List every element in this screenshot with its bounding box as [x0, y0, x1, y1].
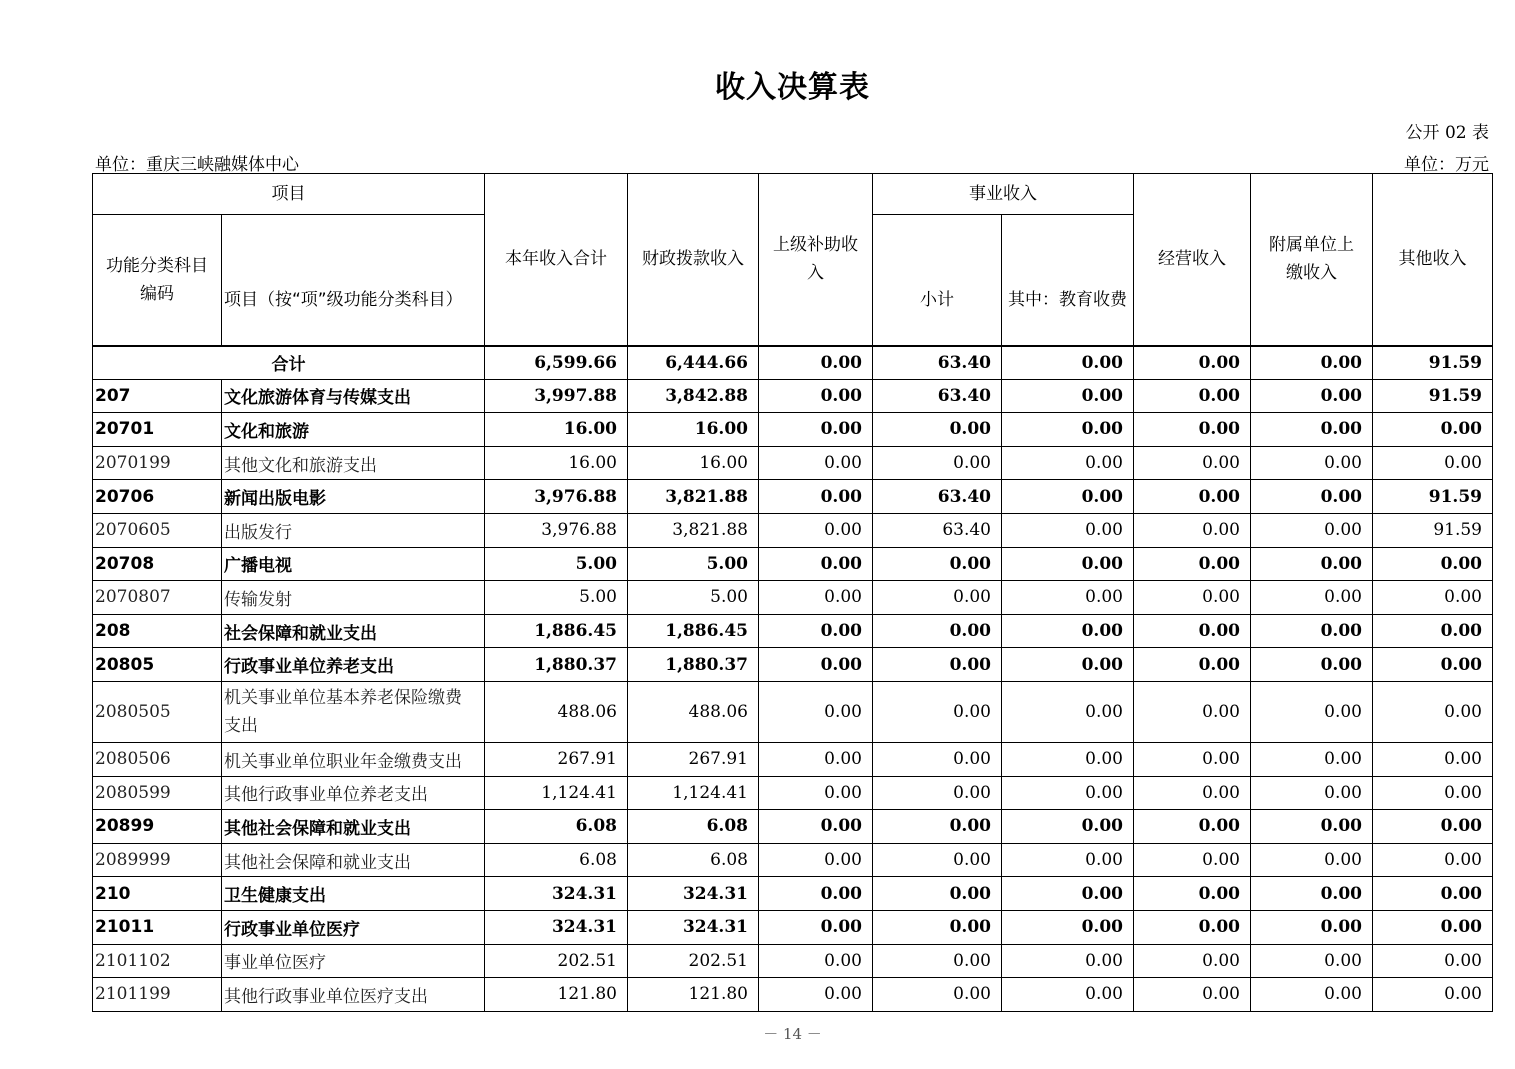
total-value: 91.59	[1373, 346, 1493, 380]
row-value: 0.00	[873, 547, 1002, 581]
row-value: 0.00	[1002, 581, 1134, 615]
row-code: 20706	[93, 480, 222, 514]
row-value: 0.00	[1251, 446, 1373, 480]
row-name: 其他文化和旅游支出	[222, 446, 485, 480]
header-operating: 经营收入	[1134, 174, 1251, 346]
row-value: 0.00	[1373, 810, 1493, 844]
row-value: 0.00	[873, 446, 1002, 480]
row-value: 0.00	[873, 843, 1002, 877]
row-name: 其他社会保障和就业支出	[222, 843, 485, 877]
row-value: 0.00	[1373, 944, 1493, 978]
row-value: 0.00	[873, 614, 1002, 648]
row-value: 6.08	[485, 843, 628, 877]
row-value: 0.00	[1373, 446, 1493, 480]
row-value: 0.00	[1251, 742, 1373, 776]
header-other: 其他收入	[1373, 174, 1493, 346]
row-value: 0.00	[1134, 978, 1251, 1012]
row-value: 0.00	[1251, 910, 1373, 944]
row-value: 1,124.41	[485, 776, 628, 810]
table-row	[93, 978, 1493, 1012]
header-superior-subsidy: 上级补助收入	[759, 174, 873, 346]
row-value: 1,886.45	[485, 614, 628, 648]
table-row	[93, 446, 1493, 480]
table-row	[93, 681, 1493, 742]
row-value: 0.00	[1134, 810, 1251, 844]
total-value: 6,444.66	[628, 346, 759, 380]
table-row	[93, 877, 1493, 911]
row-value: 0.00	[873, 877, 1002, 911]
row-code: 2101199	[93, 978, 222, 1012]
row-code: 2080505	[93, 681, 222, 742]
row-value: 0.00	[1251, 379, 1373, 413]
row-value: 0.00	[1373, 581, 1493, 615]
table-row	[93, 843, 1493, 877]
row-value: 0.00	[759, 513, 873, 547]
row-code: 21011	[93, 910, 222, 944]
row-value: 0.00	[1251, 944, 1373, 978]
row-value: 0.00	[1373, 776, 1493, 810]
total-value: 0.00	[1134, 346, 1251, 380]
row-value: 0.00	[1373, 547, 1493, 581]
row-value: 63.40	[873, 379, 1002, 413]
row-name: 文化和旅游	[222, 413, 485, 447]
row-value: 3,842.88	[628, 379, 759, 413]
row-value: 0.00	[1373, 742, 1493, 776]
row-value: 3,821.88	[628, 480, 759, 514]
income-table	[92, 173, 1493, 1012]
row-name: 机关事业单位基本养老保险缴费支出	[222, 681, 485, 742]
row-value: 0.00	[1251, 681, 1373, 742]
row-name: 其他社会保障和就业支出	[222, 810, 485, 844]
row-value: 0.00	[1251, 843, 1373, 877]
row-value: 0.00	[1251, 810, 1373, 844]
row-value: 121.80	[485, 978, 628, 1012]
row-value: 6.08	[485, 810, 628, 844]
total-value: 0.00	[759, 346, 873, 380]
row-name: 机关事业单位职业年金缴费支出	[222, 742, 485, 776]
row-value: 0.00	[759, 944, 873, 978]
row-code: 20708	[93, 547, 222, 581]
row-value: 1,880.37	[485, 648, 628, 682]
row-value: 6.08	[628, 810, 759, 844]
page-number: － 14 －	[763, 1025, 822, 1043]
row-value: 0.00	[1373, 978, 1493, 1012]
row-value: 202.51	[485, 944, 628, 978]
row-value: 0.00	[1134, 681, 1251, 742]
row-value: 0.00	[759, 810, 873, 844]
row-value: 0.00	[759, 978, 873, 1012]
row-value: 0.00	[873, 413, 1002, 447]
row-value: 0.00	[873, 648, 1002, 682]
row-name: 传输发射	[222, 581, 485, 615]
row-value: 0.00	[873, 910, 1002, 944]
row-value: 488.06	[485, 681, 628, 742]
row-value: 3,821.88	[628, 513, 759, 547]
row-value: 0.00	[873, 742, 1002, 776]
row-value: 5.00	[485, 547, 628, 581]
row-name: 新闻出版电影	[222, 480, 485, 514]
row-value: 0.00	[759, 681, 873, 742]
row-value: 0.00	[1134, 877, 1251, 911]
header-education-fee: 其中：教育收费	[1002, 215, 1134, 346]
row-code: 208	[93, 614, 222, 648]
total-value: 0.00	[1002, 346, 1134, 380]
row-value: 0.00	[1002, 742, 1134, 776]
row-value: 0.00	[873, 681, 1002, 742]
row-value: 0.00	[1002, 944, 1134, 978]
row-value: 1,880.37	[628, 648, 759, 682]
row-value: 0.00	[1251, 413, 1373, 447]
row-value: 0.00	[759, 379, 873, 413]
row-value: 3,997.88	[485, 379, 628, 413]
row-value: 0.00	[1373, 648, 1493, 682]
row-value: 0.00	[759, 480, 873, 514]
row-name: 事业单位医疗	[222, 944, 485, 978]
table-row	[93, 379, 1493, 413]
row-value: 0.00	[1002, 910, 1134, 944]
row-value: 0.00	[1134, 446, 1251, 480]
row-value: 0.00	[759, 843, 873, 877]
row-value: 0.00	[1002, 446, 1134, 480]
row-value: 0.00	[1002, 547, 1134, 581]
row-value: 0.00	[759, 614, 873, 648]
row-value: 0.00	[873, 581, 1002, 615]
row-value: 0.00	[1134, 614, 1251, 648]
row-value: 0.00	[1251, 513, 1373, 547]
row-value: 0.00	[1002, 978, 1134, 1012]
header-affiliated: 附属单位上缴收入	[1251, 174, 1373, 346]
row-value: 0.00	[1373, 843, 1493, 877]
row-code: 210	[93, 877, 222, 911]
row-value: 0.00	[1002, 843, 1134, 877]
header-fiscal: 财政拨款收入	[628, 174, 759, 346]
row-code: 2080599	[93, 776, 222, 810]
row-value: 267.91	[628, 742, 759, 776]
header-project-group: 项目	[93, 174, 485, 215]
row-name: 其他行政事业单位医疗支出	[222, 978, 485, 1012]
row-value: 0.00	[1134, 742, 1251, 776]
table-row	[93, 776, 1493, 810]
row-value: 16.00	[628, 446, 759, 480]
row-code: 20701	[93, 413, 222, 447]
header-total-income: 本年收入合计	[485, 174, 628, 346]
table-row	[93, 944, 1493, 978]
row-code: 207	[93, 379, 222, 413]
row-value: 0.00	[1134, 513, 1251, 547]
reporting-unit: 单位：重庆三峡融媒体中心	[95, 155, 299, 175]
header-subtotal: 小计	[873, 215, 1002, 346]
row-value: 0.00	[1251, 614, 1373, 648]
row-value: 63.40	[873, 513, 1002, 547]
total-value: 63.40	[873, 346, 1002, 380]
row-value: 0.00	[1002, 513, 1134, 547]
row-value: 0.00	[1134, 648, 1251, 682]
row-code: 2101102	[93, 944, 222, 978]
total-row	[93, 346, 1493, 380]
row-value: 0.00	[759, 742, 873, 776]
row-value: 0.00	[1134, 581, 1251, 615]
row-value: 91.59	[1373, 513, 1493, 547]
row-value: 63.40	[873, 480, 1002, 514]
row-name: 出版发行	[222, 513, 485, 547]
row-value: 1,124.41	[628, 776, 759, 810]
row-value: 0.00	[1002, 480, 1134, 514]
row-value: 5.00	[628, 547, 759, 581]
row-value: 0.00	[1373, 910, 1493, 944]
row-value: 0.00	[1002, 379, 1134, 413]
row-value: 0.00	[759, 581, 873, 615]
row-value: 5.00	[485, 581, 628, 615]
row-value: 0.00	[1002, 413, 1134, 447]
row-value: 0.00	[1134, 547, 1251, 581]
row-code: 20805	[93, 648, 222, 682]
row-value: 0.00	[1002, 648, 1134, 682]
row-value: 0.00	[759, 413, 873, 447]
row-value: 324.31	[485, 910, 628, 944]
row-code: 2070807	[93, 581, 222, 615]
row-value: 0.00	[1134, 776, 1251, 810]
row-code: 2080506	[93, 742, 222, 776]
row-name: 广播电视	[222, 547, 485, 581]
row-value: 0.00	[1134, 910, 1251, 944]
row-code: 2089999	[93, 843, 222, 877]
header-business-group: 事业收入	[873, 174, 1134, 215]
row-value: 0.00	[1251, 581, 1373, 615]
row-value: 0.00	[1002, 877, 1134, 911]
form-number: 公开 02 表	[1405, 123, 1489, 143]
currency-unit: 单位：万元	[1404, 155, 1489, 175]
table-row	[93, 648, 1493, 682]
row-value: 0.00	[759, 910, 873, 944]
row-name: 文化旅游体育与传媒支出	[222, 379, 485, 413]
row-value: 488.06	[628, 681, 759, 742]
table-row	[93, 413, 1493, 447]
row-name: 卫生健康支出	[222, 877, 485, 911]
row-value: 0.00	[1134, 843, 1251, 877]
table-row	[93, 810, 1493, 844]
row-value: 0.00	[1251, 648, 1373, 682]
row-value: 16.00	[485, 413, 628, 447]
header-code: 功能分类科目编码	[93, 215, 222, 346]
row-value: 0.00	[873, 944, 1002, 978]
row-value: 0.00	[1251, 776, 1373, 810]
row-value: 5.00	[628, 581, 759, 615]
row-value: 0.00	[759, 776, 873, 810]
row-name: 社会保障和就业支出	[222, 614, 485, 648]
row-value: 0.00	[1134, 480, 1251, 514]
row-value: 0.00	[1002, 776, 1134, 810]
total-value: 0.00	[1251, 346, 1373, 380]
row-value: 0.00	[873, 776, 1002, 810]
table-header	[93, 174, 1493, 346]
row-value: 0.00	[1134, 944, 1251, 978]
row-value: 0.00	[1251, 547, 1373, 581]
row-value: 0.00	[1002, 614, 1134, 648]
row-value: 16.00	[485, 446, 628, 480]
row-name: 其他行政事业单位养老支出	[222, 776, 485, 810]
table-row	[93, 480, 1493, 514]
row-value: 91.59	[1373, 379, 1493, 413]
row-value: 6.08	[628, 843, 759, 877]
row-value: 0.00	[1373, 413, 1493, 447]
row-value: 0.00	[1373, 877, 1493, 911]
row-value: 0.00	[1251, 480, 1373, 514]
row-value: 1,886.45	[628, 614, 759, 648]
row-value: 0.00	[1251, 978, 1373, 1012]
page-title: 收入决算表	[715, 70, 870, 105]
row-value: 0.00	[873, 810, 1002, 844]
row-value: 267.91	[485, 742, 628, 776]
row-value: 16.00	[628, 413, 759, 447]
row-value: 0.00	[1251, 877, 1373, 911]
row-value: 202.51	[628, 944, 759, 978]
table-row	[93, 910, 1493, 944]
row-value: 0.00	[759, 877, 873, 911]
row-name: 行政事业单位医疗	[222, 910, 485, 944]
total-label: 合计	[93, 346, 485, 380]
row-value: 3,976.88	[485, 480, 628, 514]
row-value: 0.00	[1002, 810, 1134, 844]
row-name: 行政事业单位养老支出	[222, 648, 485, 682]
row-value: 0.00	[759, 648, 873, 682]
row-value: 324.31	[628, 877, 759, 911]
row-value: 324.31	[628, 910, 759, 944]
total-value: 6,599.66	[485, 346, 628, 380]
table-row	[93, 742, 1493, 776]
row-value: 324.31	[485, 877, 628, 911]
row-value: 0.00	[1002, 681, 1134, 742]
row-value: 0.00	[873, 978, 1002, 1012]
row-value: 91.59	[1373, 480, 1493, 514]
row-value: 0.00	[759, 547, 873, 581]
row-code: 2070605	[93, 513, 222, 547]
row-value: 121.80	[628, 978, 759, 1012]
table-row	[93, 547, 1493, 581]
header-name: 项目（按“项”级功能分类科目）	[222, 215, 485, 346]
row-code: 2070199	[93, 446, 222, 480]
row-value: 0.00	[1134, 379, 1251, 413]
table-row	[93, 581, 1493, 615]
row-value: 0.00	[1373, 681, 1493, 742]
table-body	[93, 346, 1493, 1012]
table-row	[93, 614, 1493, 648]
row-value: 3,976.88	[485, 513, 628, 547]
table-row	[93, 513, 1493, 547]
row-value: 0.00	[759, 446, 873, 480]
row-code: 20899	[93, 810, 222, 844]
row-value: 0.00	[1134, 413, 1251, 447]
row-value: 0.00	[1373, 614, 1493, 648]
